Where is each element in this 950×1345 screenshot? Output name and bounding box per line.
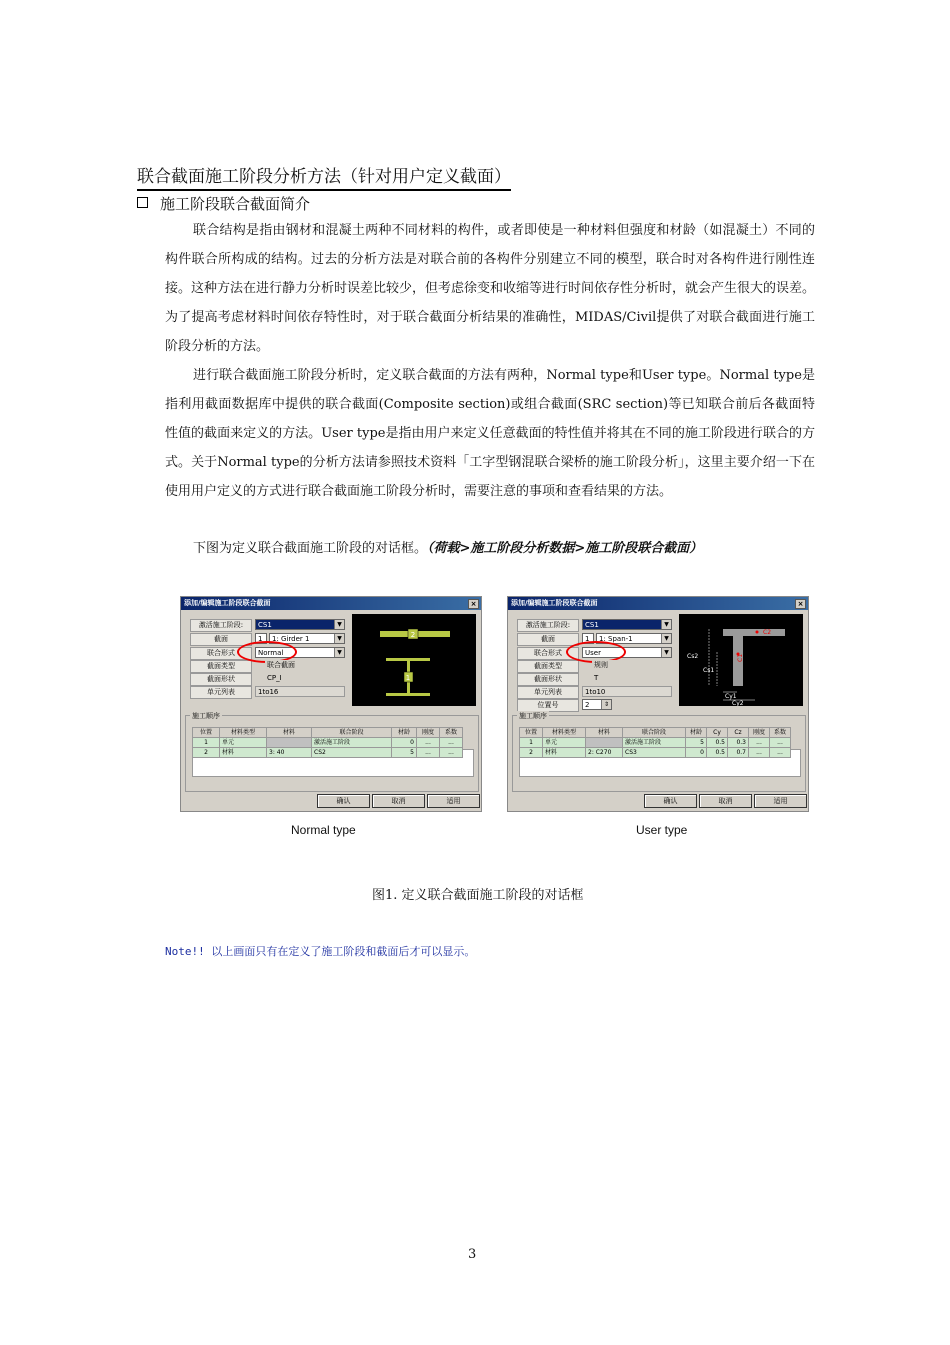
label-type: 截面类型 xyxy=(190,660,252,673)
table-cell: 5 xyxy=(686,738,707,748)
table-cell: 1 xyxy=(520,738,543,748)
coefficient-button[interactable]: ... xyxy=(770,738,791,748)
col-header: Cz xyxy=(728,728,749,738)
stiffness-button[interactable]: ... xyxy=(749,738,770,748)
section-name-value: 1: Span-1 xyxy=(599,635,633,643)
label-section: 截面 xyxy=(190,633,252,646)
label-c1: C1 xyxy=(737,653,744,662)
label-cs2: Cs2 xyxy=(687,653,699,660)
construction-order-group xyxy=(185,712,479,792)
cancel-button[interactable]: 取消 xyxy=(699,794,752,808)
type-value: 联合截面 xyxy=(265,660,345,671)
col-header: 材龄 xyxy=(392,728,417,738)
form-value: User xyxy=(585,649,601,657)
table-cell: 0 xyxy=(686,748,707,758)
section-no-value: 1 xyxy=(258,635,263,643)
apply-button[interactable]: 适用 xyxy=(427,794,480,808)
construction-order-table xyxy=(192,727,463,758)
note-text: Note!! 以上画面只有在定义了施工阶段和截面后才可以显示。 xyxy=(165,945,476,958)
section-preview xyxy=(352,614,476,706)
close-icon[interactable]: × xyxy=(795,599,806,609)
section-heading xyxy=(137,193,310,214)
chevron-down-icon: ▼ xyxy=(661,620,671,629)
table-cell: 3: 40 xyxy=(267,748,312,758)
top-flange-shape xyxy=(386,658,430,661)
flange-shape xyxy=(723,629,785,636)
chevron-down-icon: ▼ xyxy=(334,634,344,643)
col-header: 材料类型 xyxy=(220,728,267,738)
ok-button[interactable]: 确认 xyxy=(644,794,697,808)
ok-button[interactable]: 确认 xyxy=(317,794,370,808)
table-cell: 5 xyxy=(392,748,417,758)
paragraph-figure-intro xyxy=(165,534,815,563)
table-cell: 0 xyxy=(392,738,417,748)
col-header: 刚度 xyxy=(749,728,770,738)
construction-order-table xyxy=(519,727,791,758)
col-header: 材料类型 xyxy=(543,728,586,738)
dialog-titlebar xyxy=(508,597,808,610)
table-row[interactable] xyxy=(193,738,463,748)
figure-caption: 图1. 定义联合截面施工阶段的对话框 xyxy=(372,888,584,903)
stage-select[interactable] xyxy=(255,619,345,630)
label-cs1: Cs1 xyxy=(703,667,715,674)
caption-normal-type: Normal type xyxy=(291,823,356,837)
stage-value: CS1 xyxy=(258,621,272,629)
paragraph-intro xyxy=(165,216,815,361)
shape-value: CP_I xyxy=(265,673,345,684)
table-cell: 0.5 xyxy=(707,748,728,758)
table-cell xyxy=(267,738,312,748)
label-stage: 激活施工阶段: xyxy=(190,619,252,632)
table-row[interactable] xyxy=(520,738,791,748)
label-stage: 激活施工阶段: xyxy=(517,619,579,632)
coefficient-button[interactable]: ... xyxy=(440,748,463,758)
cancel-button[interactable]: 取消 xyxy=(372,794,425,808)
col-header: 联合阶段 xyxy=(623,728,686,738)
label-position: 位置号 xyxy=(517,699,579,712)
col-header: 系数 xyxy=(770,728,791,738)
table-cell: 单元 xyxy=(543,738,586,748)
table-cell: 材料 xyxy=(543,748,586,758)
elements-field[interactable]: 1to10 xyxy=(582,686,672,697)
close-icon[interactable]: × xyxy=(468,599,479,609)
table-cell: 激活施工阶段 xyxy=(623,738,686,748)
table-cell: 0.7 xyxy=(728,748,749,758)
label-c2: C2 xyxy=(763,629,772,636)
col-header: 材料 xyxy=(267,728,312,738)
section-drawing xyxy=(679,614,803,706)
col-header: 材龄 xyxy=(686,728,707,738)
figure-intro-text: 下图为定义联合截面施工阶段的对话框。 xyxy=(193,541,428,556)
table-cell: 2 xyxy=(193,748,220,758)
paragraph-intro-text: 联合结构是指由钢材和混凝土两种不同材料的构件，或者即使是一种材料但强度和材龄（如混凝土）不同的构件联合所构成的结构。过去的分析方法是对联合前的各构件分别建立不同的模型，联合时对各构件进行刚性连接。这种方法在进行静力分析时误差比较少，但考虑徐变和收缩等进行时间依存性分析时，就会产生很大的误差。为了提高考虑材料时间依存特性时，对于联合截面分析结果的准确性，MIDAS/Civil提供了对联合截面进行施工阶段分析的方法。 xyxy=(165,223,816,354)
dialog-titlebar xyxy=(181,597,481,610)
elements-field[interactable]: 1to16 xyxy=(255,686,345,697)
paragraph-methods xyxy=(165,361,815,506)
table-cell: CS3 xyxy=(623,748,686,758)
centroid-marker xyxy=(756,631,759,634)
label-elements: 单元列表 xyxy=(190,686,252,699)
col-header: 材料 xyxy=(586,728,623,738)
chevron-down-icon: ▼ xyxy=(661,634,671,643)
table-cell: 1 xyxy=(193,738,220,748)
dialog-user-type xyxy=(507,596,809,812)
section-preview xyxy=(679,614,803,706)
group-label: 施工顺序 xyxy=(519,712,547,720)
stage-select[interactable] xyxy=(582,619,672,630)
checkbox-bullet-icon xyxy=(137,197,148,208)
table-cell: 0.5 xyxy=(707,738,728,748)
label-elements: 单元列表 xyxy=(517,686,579,699)
dialog-normal-type xyxy=(180,596,482,812)
label-shape: 截面形状 xyxy=(190,673,252,686)
bottom-flange-shape xyxy=(386,693,430,696)
table-cell: CS2 xyxy=(312,748,392,758)
table-cell: 单元 xyxy=(220,738,267,748)
paragraph-methods-text: 进行联合截面施工阶段分析时，定义联合截面的方法有两种，Normal type和User type。Normal type是指利用截面数据库中提供的联合截面(Composite section)或组合截面(SRC section)等已知联合前后各截面特性值的截面来定义的方法。User type是指由用户来定义任意截面的特性值并将其在不同的施工阶段进行联合的方式。关于Normal type的分析方法请参照技术资料「工字型钢混联合梁桥的施工阶段分析」，这里主要介绍一下在使用用户定义的方式进行联合截面施工阶段分析时，需要注意的事项和查看结果的方法。 xyxy=(165,368,815,499)
label-type: 截面类型 xyxy=(517,660,579,673)
section-no-value: 1 xyxy=(585,635,590,643)
type-value: 规则 xyxy=(592,660,672,671)
form-value: Normal xyxy=(258,649,284,657)
stiffness-button[interactable]: ... xyxy=(417,748,440,758)
stiffness-button[interactable]: ... xyxy=(417,738,440,748)
col-header: 位置 xyxy=(193,728,220,738)
chevron-down-icon: ▼ xyxy=(334,648,344,657)
label-section: 截面 xyxy=(517,633,579,646)
spinner-icon: ⇕ xyxy=(601,700,611,709)
menu-path-text: （荷载>施工阶段分析数据>施工阶段联合截面） xyxy=(427,541,703,556)
position-value: 2 xyxy=(585,701,590,709)
stage-value: CS1 xyxy=(585,621,599,629)
table-row[interactable] xyxy=(520,748,791,758)
label-form: 联合形式 xyxy=(190,647,252,660)
col-header: Cy xyxy=(707,728,728,738)
page-number: 3 xyxy=(468,1247,477,1262)
table-cell: 材料 xyxy=(220,748,267,758)
table-cell: 0.3 xyxy=(728,738,749,748)
caption-user-type: User type xyxy=(636,823,688,837)
col-header: 刚度 xyxy=(417,728,440,738)
section-name-value: 1: Girder 1 xyxy=(272,635,310,643)
section-heading-text: 施工阶段联合截面简介 xyxy=(160,195,311,213)
label-form: 联合形式 xyxy=(517,647,579,660)
table-cell: 2: C270 xyxy=(586,748,623,758)
shape-value: T xyxy=(592,673,672,684)
part-label-1: 1 xyxy=(405,674,411,682)
col-header: 系数 xyxy=(440,728,463,738)
chevron-down-icon: ▼ xyxy=(334,620,344,629)
group-label: 施工顺序 xyxy=(192,712,220,720)
dialog-title: 添加/编辑施工阶段联合截面 xyxy=(511,599,598,607)
chevron-down-icon: ▼ xyxy=(661,648,671,657)
table-row[interactable] xyxy=(193,748,463,758)
table-cell: 2 xyxy=(520,748,543,758)
label-shape: 截面形状 xyxy=(517,673,579,686)
stiffness-button[interactable]: ... xyxy=(749,748,770,758)
col-header: 联合阶段 xyxy=(312,728,392,738)
coefficient-button[interactable]: ... xyxy=(440,738,463,748)
position-stepper[interactable] xyxy=(582,699,612,710)
label-cy2: Cy2 xyxy=(732,700,744,706)
part-label-2: 2 xyxy=(410,631,416,639)
page-title: 联合截面施工阶段分析方法（针对用户定义截面） xyxy=(137,162,511,191)
coefficient-button[interactable]: ... xyxy=(770,748,791,758)
table-cell xyxy=(586,738,623,748)
label-cy1: Cy1 xyxy=(725,693,737,700)
dialog-title: 添加/编辑施工阶段联合截面 xyxy=(184,599,271,607)
section-drawing xyxy=(352,614,476,706)
table-cell: 激活施工阶段 xyxy=(312,738,392,748)
apply-button[interactable]: 适用 xyxy=(754,794,807,808)
col-header: 位置 xyxy=(520,728,543,738)
construction-order-group xyxy=(512,712,806,792)
